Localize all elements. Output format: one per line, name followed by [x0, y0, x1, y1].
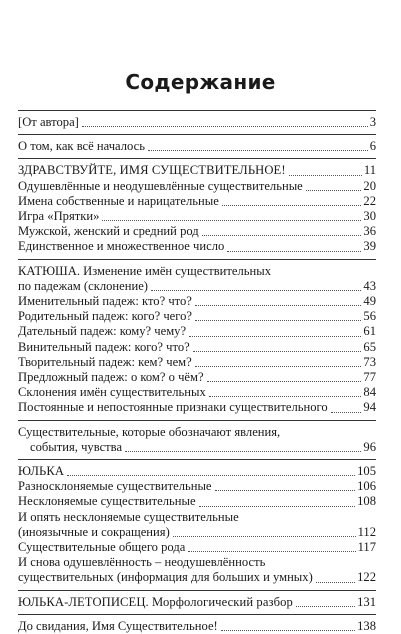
toc-entry-hello	[18, 163, 376, 178]
dot-leader	[189, 336, 361, 337]
entry-page: 117	[357, 540, 376, 555]
entry-page: 96	[363, 439, 376, 454]
toc-entry-katyusha	[18, 264, 376, 294]
toc-section-katyusha	[18, 264, 376, 416]
entry-page: 122	[357, 570, 376, 585]
toc-entry-yulka	[18, 464, 376, 479]
toc-entry	[18, 385, 376, 400]
section-divider	[18, 459, 376, 460]
dot-leader	[222, 205, 362, 206]
entry-title: [От автора]	[18, 115, 79, 129]
dot-leader	[151, 290, 361, 291]
section-divider	[18, 158, 376, 159]
entry-page: 65	[363, 339, 376, 354]
entry-page: 20	[363, 178, 376, 193]
entry-title: Единственное и множественное число	[18, 239, 225, 254]
table-of-contents	[18, 110, 376, 634]
entry-page: 30	[363, 209, 376, 224]
dot-leader	[188, 551, 355, 552]
toc-entry	[18, 179, 376, 194]
dot-leader	[67, 475, 355, 476]
entry-title-line2: (иноязычные и сокращения)	[18, 524, 170, 539]
entry-title: Игра «Прятки»	[18, 209, 100, 224]
toc-entry	[18, 494, 376, 509]
toc-entry	[18, 209, 376, 224]
entry-title: До свидания, Имя Существительное!	[18, 618, 218, 633]
entry-page: 36	[363, 224, 376, 239]
toc-entry-indeclinable-again	[18, 510, 376, 540]
dot-leader	[209, 396, 362, 397]
dot-leader	[102, 220, 361, 221]
entry-page: 94	[363, 400, 376, 415]
toc-entry-chronicler	[18, 595, 376, 610]
dot-leader	[215, 490, 356, 491]
entry-title-line1: Существительные, которые обозначают явления,	[18, 424, 281, 439]
toc-entry-foreword	[18, 115, 376, 130]
toc-entry	[18, 324, 376, 339]
dot-leader	[199, 506, 356, 507]
toc-entry	[18, 224, 376, 239]
entry-title: Именительный падеж: кто? что?	[18, 294, 192, 309]
section-divider	[18, 614, 376, 615]
toc-entry	[18, 239, 376, 254]
dot-leader	[193, 351, 362, 352]
entry-title: Творительный падеж: кем? чем?	[18, 354, 192, 369]
entry-title: Винительный падеж: кого? что?	[18, 339, 190, 354]
entry-page: 138	[357, 618, 376, 633]
dot-leader	[331, 412, 362, 413]
entry-page: 11	[363, 163, 376, 178]
entry-last-line	[18, 525, 376, 540]
entry-title: О том, как всё началось	[18, 139, 145, 154]
entry-page: 3	[369, 115, 376, 129]
entry-page: 56	[363, 309, 376, 324]
dot-leader	[195, 366, 362, 367]
entry-title: ЗДРАВСТВУЙТЕ, ИМЯ СУЩЕСТВИТЕЛЬНОЕ!	[18, 163, 286, 178]
entry-title: Предложный падеж: о ком? о чём?	[18, 370, 204, 385]
dot-leader	[173, 536, 356, 537]
toc-entry-beginning	[18, 139, 376, 154]
entry-last-line	[18, 279, 376, 294]
entry-title: Разносклоняемые существительные	[18, 479, 212, 494]
toc-entry	[18, 309, 376, 324]
entry-page: 49	[363, 294, 376, 309]
entry-title: Постоянные и непостоянные признаки существительного	[18, 400, 328, 415]
toc-entry	[18, 479, 376, 494]
entry-title: Родительный падеж: кого? чего?	[18, 309, 192, 324]
dot-leader	[125, 451, 361, 452]
entry-page: 105	[357, 464, 376, 479]
entry-page: 106	[357, 479, 376, 494]
entry-title: Склонения имён существительных	[18, 385, 206, 400]
section-divider	[18, 110, 376, 111]
section-divider	[18, 259, 376, 260]
dot-leader	[202, 235, 362, 236]
entry-title: Имена собственные и нарицательные	[18, 193, 219, 208]
dot-leader	[148, 150, 368, 151]
entry-page: 43	[363, 278, 376, 293]
toc-entry	[18, 400, 376, 415]
entry-title: Дательный падеж: кому? чему?	[18, 324, 187, 339]
entry-title: Существительные общего рода	[18, 540, 186, 555]
toc-entry-animacy-again	[18, 555, 376, 585]
entry-page: 39	[363, 239, 376, 254]
entry-title-line1: КАТЮША. Изменение имён существительных	[18, 263, 272, 278]
dot-leader	[221, 630, 355, 631]
toc-entry	[18, 194, 376, 209]
entry-page: 6	[369, 139, 376, 154]
toc-entry	[18, 370, 376, 385]
entry-title: Одушевлённые и неодушевлённые существительные	[18, 178, 303, 193]
entry-page: 77	[363, 370, 376, 385]
entry-title: Мужской, женский и средний род	[18, 224, 199, 239]
toc-entry	[18, 340, 376, 355]
entry-title-line1: И снова одушевлённость – неодушевлённость	[18, 555, 266, 570]
entry-page: 84	[363, 385, 376, 400]
entry-title: ЮЛЬКА-ЛЕТОПИСЕЦ. Морфологический разбор	[18, 594, 293, 609]
entry-title-line2: по падежам (склонение)	[18, 278, 148, 293]
dot-leader	[207, 381, 362, 382]
entry-page: 108	[357, 494, 376, 509]
entry-page: 22	[363, 193, 376, 208]
toc-section-yulka	[18, 464, 376, 586]
entry-title-line1: И опять несклоняемые существительные	[18, 509, 239, 524]
dot-leader	[195, 320, 361, 321]
dot-leader	[316, 582, 355, 583]
toc-entry-goodbye	[18, 619, 376, 634]
entry-title: ЮЛЬКА	[18, 464, 65, 479]
toc-section-hello	[18, 163, 376, 254]
dot-leader	[306, 190, 362, 191]
page-title: Содержание	[125, 70, 276, 94]
toc-entry	[18, 294, 376, 309]
entry-page: 131	[357, 594, 376, 609]
entry-last-line	[18, 570, 376, 585]
toc-entry-phenomena	[18, 425, 376, 455]
section-divider	[18, 420, 376, 421]
dot-leader	[195, 305, 362, 306]
entry-title-line2: события, чувства	[30, 439, 123, 454]
entry-page: 73	[363, 354, 376, 369]
entry-last-line	[18, 440, 376, 455]
dot-leader	[82, 126, 368, 127]
toc-entry	[18, 355, 376, 370]
section-divider	[18, 134, 376, 135]
entry-title: Несклоняемые существительные	[18, 494, 196, 509]
entry-page: 112	[357, 524, 376, 539]
dot-leader	[289, 175, 362, 176]
dot-leader	[296, 606, 355, 607]
entry-title-line2: существительных (информация для больших и умных)	[18, 570, 313, 585]
entry-page: 61	[363, 324, 376, 339]
dot-leader	[227, 251, 361, 252]
toc-entry	[18, 540, 376, 555]
